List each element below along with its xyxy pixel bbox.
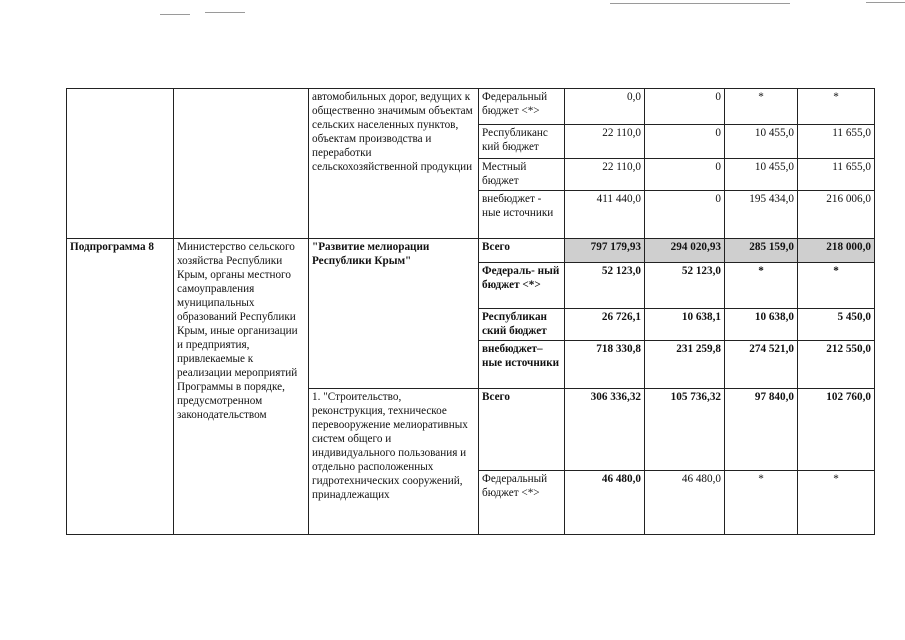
year2-value: 10 638,0 — [725, 309, 798, 341]
scan-artifact-line — [610, 3, 790, 4]
total-value: 52 123,0 — [565, 263, 645, 309]
funding-source: внебюджет - ные источники — [479, 191, 565, 239]
total-value: 22 110,0 — [565, 159, 645, 191]
year2-value: 97 840,0 — [725, 389, 798, 471]
year2-value: 274 521,0 — [725, 341, 798, 389]
table-row — [67, 89, 875, 125]
funding-source: Республиканс кий бюджет — [479, 125, 565, 159]
funding-source: Местный бюджет — [479, 159, 565, 191]
scan-artifact-line — [866, 2, 905, 3]
executor-cell — [174, 89, 309, 239]
year2-value: 10 455,0 — [725, 125, 798, 159]
year1-value: 0 — [645, 89, 725, 125]
year1-value: 105 736,32 — [645, 389, 725, 471]
year3-value: 11 655,0 — [798, 159, 875, 191]
total-value: 26 726,1 — [565, 309, 645, 341]
year1-value: 46 480,0 — [645, 471, 725, 535]
year1-value: 0 — [645, 159, 725, 191]
funding-source: Федеральный бюджет <*> — [479, 471, 565, 535]
year2-value: * — [725, 89, 798, 125]
year1-value: 52 123,0 — [645, 263, 725, 309]
total-value: 718 330,8 — [565, 341, 645, 389]
scan-artifact-line — [205, 12, 245, 13]
year1-value: 0 — [645, 191, 725, 239]
year3-value: 216 006,0 — [798, 191, 875, 239]
funding-source: внебюджет– ные источники — [479, 341, 565, 389]
year3-value: 11 655,0 — [798, 125, 875, 159]
total-value: 411 440,0 — [565, 191, 645, 239]
executor-cell: Министерство сельского хозяйства Республики Крым, органы местного самоуправления муниципальных образований Республики Крым, иные организации и предприятия, привлекаемые к реализации мероприятий Программы в порядке, предусмотренном законодательством — [174, 239, 309, 535]
total-value: 797 179,93 — [565, 239, 645, 263]
measure-description: автомобильных дорог, ведущих к общественно значимым объектам сельских населенных пунктов, объектам производства и переработки сельскохозяйственной продукции — [309, 89, 479, 239]
subprogram-label: Подпрограмма 8 — [67, 239, 174, 535]
total-value: 0,0 — [565, 89, 645, 125]
program-cell — [67, 89, 174, 239]
year2-value: 195 434,0 — [725, 191, 798, 239]
budget-table — [66, 88, 875, 535]
funding-source: Федеральный бюджет <*> — [479, 89, 565, 125]
total-value: 306 336,32 — [565, 389, 645, 471]
total-value: 22 110,0 — [565, 125, 645, 159]
year1-value: 10 638,1 — [645, 309, 725, 341]
subprogram-title: "Развитие мелиорации Республики Крым" — [309, 239, 479, 389]
year2-value: 10 455,0 — [725, 159, 798, 191]
year1-value: 294 020,93 — [645, 239, 725, 263]
year3-value: * — [798, 263, 875, 309]
year3-value: 218 000,0 — [798, 239, 875, 263]
year3-value: * — [798, 89, 875, 125]
year1-value: 0 — [645, 125, 725, 159]
funding-source: Всего — [479, 389, 565, 471]
year1-value: 231 259,8 — [645, 341, 725, 389]
measure-description: 1. "Строительство, реконструкция, техническое перевооружение мелиоративных систем общего и индивидуального пользования и отдельно расположенных гидротехнических сооружений, принадлежащих — [309, 389, 479, 535]
scan-artifact-line — [160, 14, 190, 15]
year3-value: * — [798, 471, 875, 535]
table-row — [67, 239, 875, 263]
year3-value: 5 450,0 — [798, 309, 875, 341]
funding-source: Республикан ский бюджет — [479, 309, 565, 341]
year3-value: 212 550,0 — [798, 341, 875, 389]
year2-value: * — [725, 263, 798, 309]
year3-value: 102 760,0 — [798, 389, 875, 471]
year2-value: * — [725, 471, 798, 535]
funding-source: Всего — [479, 239, 565, 263]
year2-value: 285 159,0 — [725, 239, 798, 263]
total-value: 46 480,0 — [565, 471, 645, 535]
funding-source: Федераль- ный бюджет <*> — [479, 263, 565, 309]
